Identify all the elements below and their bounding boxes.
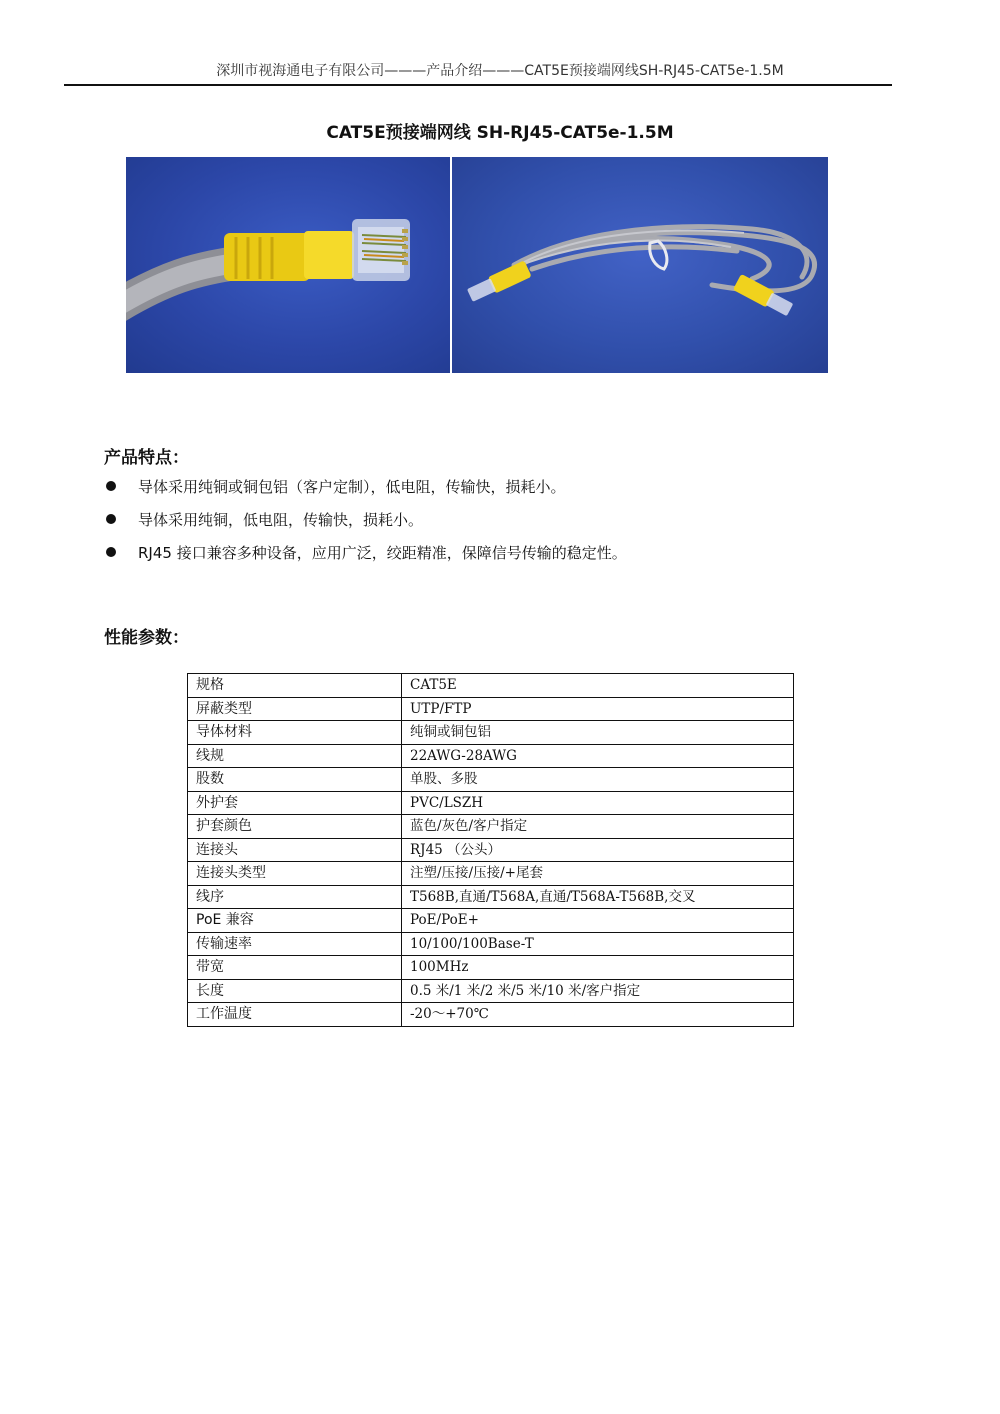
spec-value: 0.5 米/1 米/2 米/5 米/10 米/客户指定 (402, 979, 794, 1003)
spec-value: 22AWG-28AWG (402, 744, 794, 768)
feature-text: RJ45 接口兼容多种设备，应用广泛，绞距精准，保障信号传输的稳定性。 (138, 544, 627, 562)
spec-key: 连接头 (188, 838, 402, 862)
table-row (188, 721, 794, 745)
connector-closeup-photo (126, 157, 450, 373)
document-title: CAT5E预接端网线 SH-RJ45-CAT5e-1.5M (326, 123, 674, 143)
spec-value: -20～+70℃ (402, 1003, 794, 1027)
spec-key: 工作温度 (188, 1003, 402, 1027)
table-row (188, 979, 794, 1003)
spec-key: 线序 (188, 885, 402, 909)
table-row (188, 815, 794, 839)
spec-value: T568B,直通/T568A,直通/T568A-T568B,交叉 (402, 885, 794, 909)
spec-value: 单股、多股 (402, 768, 794, 792)
list-item (104, 509, 904, 542)
spec-value: 蓝色/灰色/客户指定 (402, 815, 794, 839)
spec-value: 注塑/压接/压接/+尾套 (402, 862, 794, 886)
coiled-cable-photo (452, 157, 828, 373)
spec-key: 长度 (188, 979, 402, 1003)
spec-value: UTP/FTP (402, 697, 794, 721)
table-row (188, 862, 794, 886)
spec-value: CAT5E (402, 674, 794, 698)
list-item (104, 542, 904, 575)
table-row (188, 956, 794, 980)
bullet-icon (106, 514, 116, 524)
spec-key: 传输速率 (188, 932, 402, 956)
features-list (104, 476, 904, 575)
table-row (188, 768, 794, 792)
spec-key: 外护套 (188, 791, 402, 815)
header-divider (64, 84, 892, 86)
spec-key: 规格 (188, 674, 402, 698)
bullet-icon (106, 481, 116, 491)
table-row (188, 885, 794, 909)
table-row (188, 932, 794, 956)
spec-table (187, 673, 794, 1027)
features-heading: 产品特点： (104, 448, 189, 468)
spec-key: 导体材料 (188, 721, 402, 745)
spec-value: PoE/PoE+ (402, 909, 794, 933)
table-row (188, 791, 794, 815)
specs-heading: 性能参数： (104, 628, 189, 648)
table-row (188, 909, 794, 933)
spec-key: 屏蔽类型 (188, 697, 402, 721)
spec-value: 纯铜或铜包铝 (402, 721, 794, 745)
spec-key: 线规 (188, 744, 402, 768)
table-row (188, 697, 794, 721)
feature-text: 导体采用纯铜，低电阻，传输快，损耗小。 (138, 511, 424, 529)
spec-value: 100MHz (402, 956, 794, 980)
spec-value: RJ45 （公头） (402, 838, 794, 862)
spec-value: 10/100/100Base-T (402, 932, 794, 956)
spec-key: 带宽 (188, 956, 402, 980)
spec-key: 护套颜色 (188, 815, 402, 839)
table-row (188, 674, 794, 698)
bullet-icon (106, 547, 116, 557)
running-header: 深圳市视海通电子有限公司———产品介绍———CAT5E预接端网线SH-RJ45-CAT5e-1.5M (216, 63, 784, 79)
spec-key: PoE 兼容 (188, 909, 402, 933)
spec-key: 连接头类型 (188, 862, 402, 886)
table-row (188, 838, 794, 862)
feature-text: 导体采用纯铜或铜包铝（客户定制），低电阻，传输快，损耗小。 (138, 478, 566, 496)
spec-key: 股数 (188, 768, 402, 792)
table-row (188, 744, 794, 768)
spec-value: PVC/LSZH (402, 791, 794, 815)
table-row (188, 1003, 794, 1027)
list-item (104, 476, 904, 509)
